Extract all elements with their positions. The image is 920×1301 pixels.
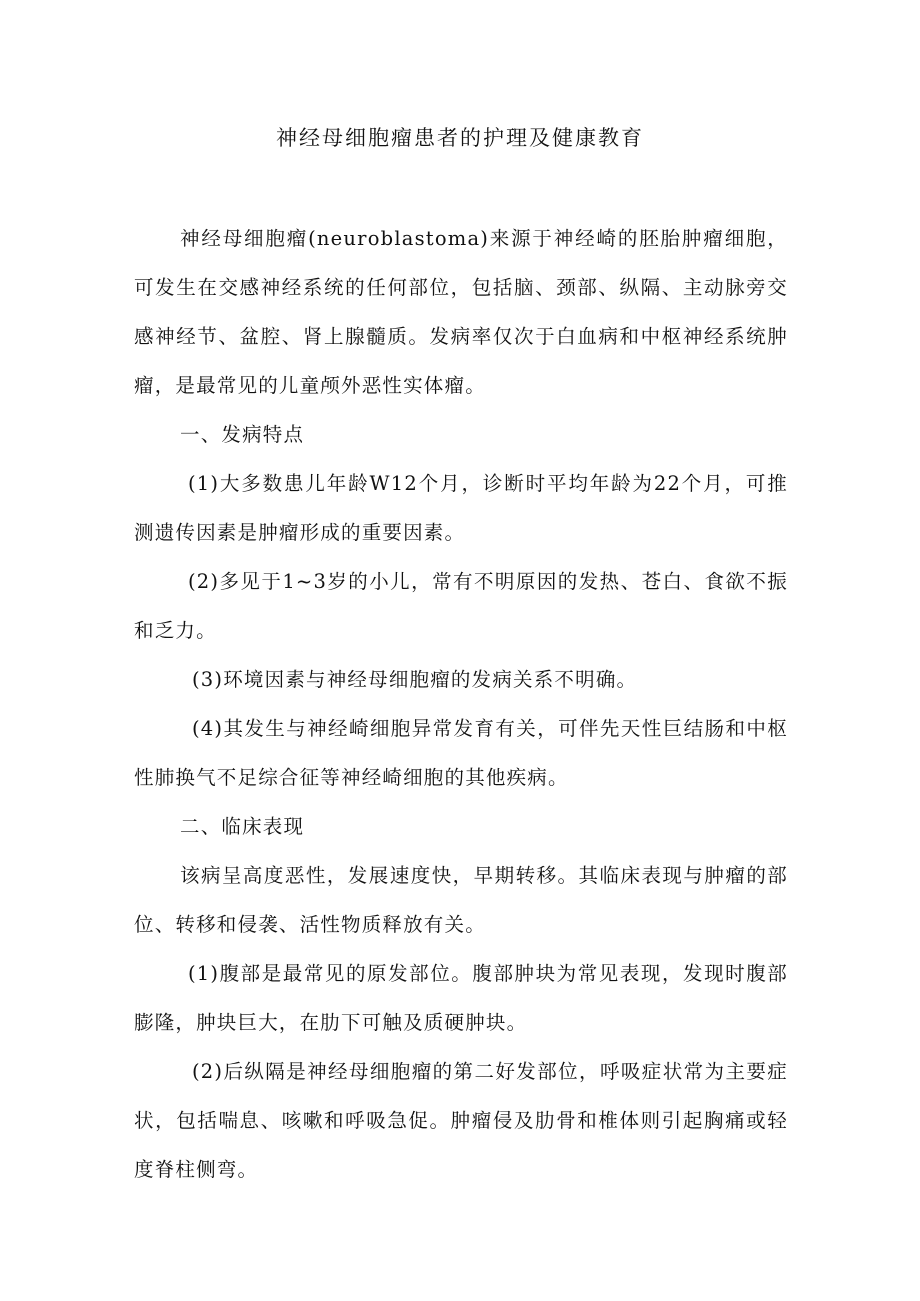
clinical-item-1: (1)腹部是最常见的原发部位。腹部肿块为常见表现，发现时腹部膨隆，肿块巨大，在肋下可触及质硬肿块。 — [134, 962, 788, 1034]
section-heading-clinical: 二、临床表现 — [180, 815, 305, 838]
onset-item-2: (2)多见于1~3岁的小儿，常有不明原因的发热、苍白、食欲不振和乏力。 — [134, 570, 788, 642]
clinical-item-2: (2)后纵隔是神经母细胞瘤的第二好发部位，呼吸症状常为主要症状，包括喘息、咳嗽和呼吸急促。肿瘤侵及肋骨和椎体则引起胸痛或轻度脊柱侧弯。 — [134, 1060, 788, 1181]
onset-item-3: (3)环境因素与神经母细胞瘤的发病关系不明确。 — [192, 668, 638, 691]
document-title: 神经母细胞瘤患者的护理及健康教育 — [276, 126, 644, 150]
intro-paragraph: 神经母细胞瘤(neuroblastoma)来源于神经崎的胚胎肿瘤细胞，可发生在交感神经系统的任何部位，包括脑、颈部、纵隔、主动脉旁交感神经节、盆腔、肾上腺髓质。发病率仅次于白血病和中枢神经系统肿瘤，是最常见的儿童颅外恶性实体瘤。 — [134, 227, 788, 397]
section-heading-onset: 一、发病特点 — [180, 423, 305, 446]
onset-item-1: (1)大多数患儿年龄W12个月，诊断时平均年龄为22个月，可推测遗传因素是肿瘤形成的重要因素。 — [134, 472, 788, 544]
onset-item-4: (4)其发生与神经崎细胞异常发育有关，可伴先天性巨结肠和中枢性肺换气不足综合征等神经崎细胞的其他疾病。 — [134, 717, 788, 789]
document-body — [134, 214, 788, 1194]
clinical-intro-paragraph: 该病呈高度恶性，发展速度快，早期转移。其临床表现与肿瘤的部位、转移和侵袭、活性物质释放有关。 — [134, 864, 788, 936]
